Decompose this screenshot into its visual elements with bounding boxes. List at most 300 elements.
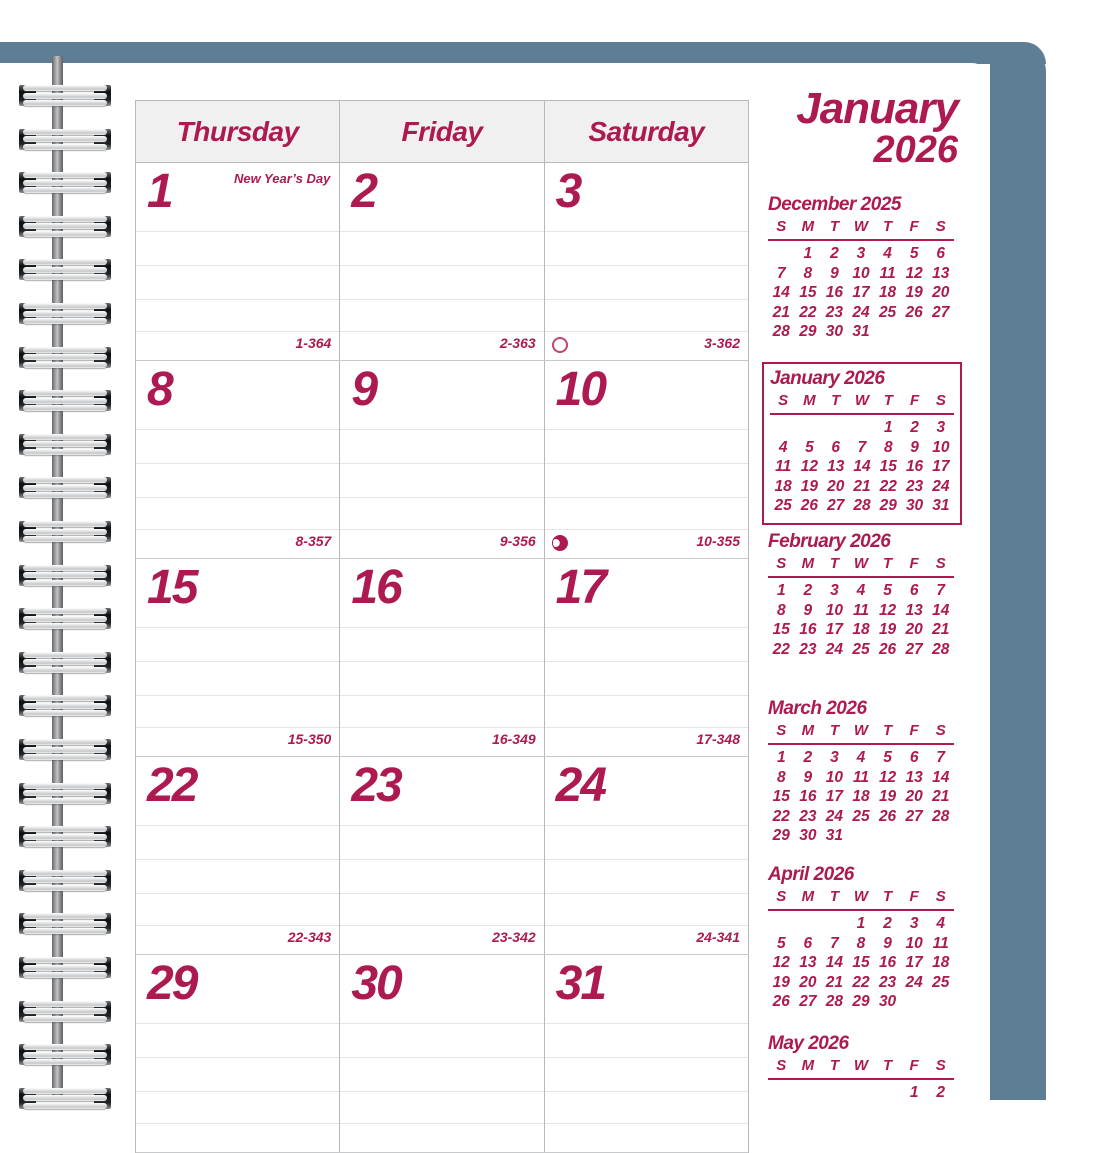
binding-coil xyxy=(19,869,111,893)
day-cell xyxy=(136,757,340,954)
mini-day-letter: M xyxy=(801,555,815,572)
mini-day-number: 18 xyxy=(878,284,897,301)
mini-day-number: 5 xyxy=(776,934,786,952)
mini-day-number: 19 xyxy=(772,973,790,991)
coil-wire xyxy=(23,972,107,978)
mini-day-number: 8 xyxy=(776,768,786,786)
day-of-year-label: 10-355 xyxy=(696,533,740,549)
mini-day-number: 7 xyxy=(776,264,786,282)
mini-day-number: 8 xyxy=(776,601,786,619)
mini-day-number: 23 xyxy=(799,807,817,825)
mini-day-number: 7 xyxy=(857,438,867,456)
writing-line xyxy=(545,727,748,728)
mini-day-number: 21 xyxy=(825,973,844,991)
coil-wire xyxy=(23,362,107,368)
writing-line xyxy=(545,1057,748,1058)
writing-line xyxy=(545,463,748,464)
writing-line xyxy=(136,1123,339,1124)
mini-day-letter: T xyxy=(829,555,839,572)
mini-day-number: 29 xyxy=(799,323,817,340)
mini-day-number: 8 xyxy=(883,438,893,456)
mini-day-letter: T xyxy=(882,722,893,739)
mini-day-number: 27 xyxy=(799,993,817,1010)
date-number: 29 xyxy=(147,957,197,1010)
day-of-year-label: 24-341 xyxy=(696,929,740,945)
mini-calendar-title: December 2025 xyxy=(768,194,901,215)
binding-coil xyxy=(19,302,111,326)
mini-day-number: 10 xyxy=(825,601,844,619)
binding-coil xyxy=(19,1087,111,1111)
mini-day-number: 21 xyxy=(853,477,871,495)
coil-wire xyxy=(23,216,107,222)
mini-day-number: 3 xyxy=(830,582,839,599)
mini-day-number: 25 xyxy=(932,973,950,991)
binding-coil xyxy=(19,84,111,108)
writing-line xyxy=(136,1057,339,1058)
mini-day-letter: F xyxy=(909,1057,919,1074)
mini-day-letters xyxy=(768,219,954,241)
mini-day-number: 29 xyxy=(772,827,790,844)
writing-line xyxy=(340,859,543,860)
mini-day-number: 13 xyxy=(827,458,845,475)
mini-day-letter: S xyxy=(935,218,946,235)
mini-day-number: 8 xyxy=(803,264,813,282)
mini-day-number: 2 xyxy=(830,245,839,262)
mini-week-row xyxy=(768,264,954,284)
mini-calendar-title: March 2026 xyxy=(768,698,867,719)
mini-day-number: 30 xyxy=(878,993,897,1010)
mini-day-number: 16 xyxy=(825,284,844,301)
date-number: 16 xyxy=(351,561,401,614)
mini-day-number: 9 xyxy=(803,601,813,619)
mini-day-number: 17 xyxy=(825,788,844,805)
mini-day-number: 18 xyxy=(852,621,870,638)
coil-wire xyxy=(23,536,107,542)
day-cell xyxy=(545,757,748,954)
coil-wire xyxy=(23,667,107,673)
mini-day-number: 23 xyxy=(799,640,817,658)
mini-calendar-title: April 2026 xyxy=(768,864,854,885)
weekday-header: Friday xyxy=(340,101,544,162)
mini-calendar-title: May 2026 xyxy=(768,1033,849,1054)
mini-day-number: 27 xyxy=(905,807,923,825)
mini-week-row xyxy=(768,768,954,788)
coil-wire xyxy=(23,441,107,447)
mini-day-letter: S xyxy=(935,1057,946,1074)
mini-day-number: 3 xyxy=(909,915,919,932)
binding-coil xyxy=(19,956,111,980)
mini-day-number: 5 xyxy=(883,582,892,599)
mini-day-letter: T xyxy=(882,218,893,235)
writing-line xyxy=(545,695,748,696)
writing-line xyxy=(545,265,748,266)
mini-day-number: 3 xyxy=(830,749,839,766)
mini-day-number: 1 xyxy=(803,245,813,262)
mini-day-number: 22 xyxy=(772,807,790,825)
mini-day-number: 15 xyxy=(772,788,790,805)
mini-day-number: 4 xyxy=(856,749,866,766)
mini-day-number: 8 xyxy=(856,934,866,952)
mini-day-number: 28 xyxy=(932,640,950,658)
mini-day-number: 10 xyxy=(825,768,844,786)
binding-coil xyxy=(19,564,111,588)
last-quarter-moon-icon xyxy=(552,535,568,551)
writing-line xyxy=(545,231,748,232)
mini-day-number: 11 xyxy=(775,458,792,475)
writing-line xyxy=(340,529,543,530)
day-cell xyxy=(340,955,544,1152)
binding-coil xyxy=(19,782,111,806)
mini-day-number: 26 xyxy=(800,497,819,514)
mini-day-number: 14 xyxy=(853,458,871,475)
mini-day-letter: S xyxy=(776,722,787,739)
mini-day-number: 13 xyxy=(799,954,817,971)
mini-day-number: 2 xyxy=(803,749,813,766)
writing-line xyxy=(340,265,543,266)
binding-coil xyxy=(19,694,111,718)
mini-day-letter: T xyxy=(831,392,841,409)
day-cell xyxy=(545,559,748,756)
week-row xyxy=(136,955,748,1153)
mini-day-number: 11 xyxy=(852,768,870,786)
mini-day-number: 5 xyxy=(883,749,892,766)
mini-day-number: 10 xyxy=(852,264,870,282)
mini-day-number: 27 xyxy=(905,640,923,658)
mini-day-number: 21 xyxy=(772,303,790,321)
mini-day-number: 15 xyxy=(799,284,817,301)
mini-day-number: 12 xyxy=(878,601,897,619)
mini-day-number: 10 xyxy=(932,438,950,456)
date-number: 22 xyxy=(147,759,197,812)
mini-day-letters xyxy=(770,393,954,415)
mini-day-letters xyxy=(768,889,954,911)
writing-line xyxy=(340,463,543,464)
mini-week-row xyxy=(768,748,954,768)
full-moon-moon-icon xyxy=(552,337,568,353)
mini-day-number: 11 xyxy=(932,934,949,952)
day-cell xyxy=(340,163,544,360)
mini-day-number: 15 xyxy=(879,458,897,475)
mini-day-number: 30 xyxy=(825,323,844,340)
day-cell xyxy=(340,559,544,756)
mini-day-number: 20 xyxy=(905,788,923,805)
date-number: 30 xyxy=(351,957,401,1010)
binding-coil xyxy=(19,1043,111,1067)
mini-day-letter: S xyxy=(935,888,946,905)
mini-day-number: 28 xyxy=(825,993,844,1010)
mini-day-number: 29 xyxy=(852,993,870,1010)
coil-wire xyxy=(23,1008,107,1014)
mini-week-row xyxy=(768,581,954,601)
mini-day-letter: F xyxy=(909,722,919,739)
mini-week-row xyxy=(770,496,954,516)
mini-day-letter: T xyxy=(883,392,893,409)
mini-day-letter: S xyxy=(778,392,789,409)
mini-day-number: 4 xyxy=(883,245,892,262)
writing-line xyxy=(340,231,543,232)
mini-day-number: 25 xyxy=(878,303,897,321)
mini-day-number: 29 xyxy=(879,497,897,514)
mini-day-letter: T xyxy=(882,888,893,905)
writing-line xyxy=(136,529,339,530)
writing-line xyxy=(545,497,748,498)
mini-day-number: 15 xyxy=(772,621,790,638)
weekday-header: Saturday xyxy=(588,115,705,147)
coil-wire xyxy=(23,354,107,360)
mini-day-number: 9 xyxy=(830,264,839,282)
binding-coil xyxy=(19,389,111,413)
mini-day-number: 4 xyxy=(778,438,788,456)
mini-day-letter: F xyxy=(909,392,920,409)
mini-day-number: 21 xyxy=(932,621,950,638)
mini-day-number: 24 xyxy=(825,640,844,658)
coil-wire xyxy=(23,616,107,622)
date-number: 8 xyxy=(147,363,172,416)
coil-wire xyxy=(23,754,107,760)
mini-week-row xyxy=(770,418,954,438)
mini-week-row xyxy=(768,914,954,934)
mini-week-row xyxy=(770,438,954,458)
mini-day-number: 23 xyxy=(878,973,897,991)
coil-wire xyxy=(23,180,107,186)
mini-day-number: 7 xyxy=(936,582,946,599)
weekday-header-row xyxy=(135,100,749,163)
mini-week-row xyxy=(768,601,954,621)
writing-line xyxy=(136,627,339,628)
mini-week-row xyxy=(768,620,954,640)
writing-line xyxy=(136,695,339,696)
coil-wire xyxy=(23,877,107,883)
mini-day-letter: T xyxy=(829,722,839,739)
mini-day-number: 2 xyxy=(883,915,892,932)
coil-wire xyxy=(23,1016,107,1022)
coil-wire xyxy=(23,1095,107,1101)
mini-day-number: 28 xyxy=(932,807,950,825)
coil-wire xyxy=(23,93,107,99)
mini-day-number: 31 xyxy=(932,497,950,514)
coil-wire xyxy=(23,434,107,440)
mini-day-number: 17 xyxy=(905,954,923,971)
coil-wire xyxy=(23,449,107,455)
mini-day-letter: S xyxy=(776,218,787,235)
coil-wire xyxy=(23,318,107,324)
mini-day-letter: T xyxy=(882,1057,893,1074)
binding-coil xyxy=(19,128,111,152)
coil-wire xyxy=(23,1001,107,1007)
writing-line xyxy=(136,497,339,498)
coil-wire xyxy=(23,529,107,535)
mini-day-number: 16 xyxy=(905,458,924,475)
mini-day-number: 6 xyxy=(831,438,841,456)
coil-wire xyxy=(23,477,107,483)
coil-wire xyxy=(23,841,107,847)
mini-day-number: 25 xyxy=(852,640,870,658)
coil-wire xyxy=(23,100,107,106)
coil-wire xyxy=(23,129,107,135)
mini-week-row xyxy=(768,787,954,807)
coil-wire xyxy=(23,798,107,804)
mini-day-number: 11 xyxy=(879,264,896,282)
mini-day-letter: T xyxy=(829,218,839,235)
writing-line xyxy=(340,627,543,628)
mini-day-number: 17 xyxy=(932,458,950,475)
mini-day-number: 18 xyxy=(852,788,870,805)
writing-line xyxy=(136,727,339,728)
coil-wire xyxy=(23,311,107,317)
coil-wire xyxy=(23,492,107,498)
day-cell xyxy=(340,361,544,558)
binding-coil xyxy=(19,607,111,631)
writing-line xyxy=(340,661,543,662)
mini-day-number: 26 xyxy=(878,640,897,658)
coil-wire xyxy=(23,485,107,491)
coil-wire xyxy=(23,870,107,876)
mini-day-number: 19 xyxy=(905,284,923,301)
coil-wire xyxy=(23,572,107,578)
coil-wire xyxy=(23,85,107,91)
mini-day-letter: M xyxy=(801,1057,815,1074)
mini-day-number: 13 xyxy=(932,264,950,282)
coil-wire xyxy=(23,790,107,796)
writing-line xyxy=(545,925,748,926)
day-cell xyxy=(545,955,748,1152)
coil-wire xyxy=(23,398,107,404)
mini-day-number: 26 xyxy=(878,807,897,825)
coil-wire xyxy=(23,928,107,934)
coil-wire xyxy=(23,710,107,716)
writing-line xyxy=(545,1091,748,1092)
mini-calendar xyxy=(768,698,954,846)
coil-wire xyxy=(23,1059,107,1065)
mini-day-number: 25 xyxy=(774,497,792,514)
mini-day-number: 1 xyxy=(856,915,866,932)
coil-wire xyxy=(23,267,107,273)
week-row xyxy=(136,559,748,757)
binding-coil xyxy=(19,738,111,762)
page-title-month: January xyxy=(796,84,958,133)
mini-day-number: 1 xyxy=(909,1084,919,1101)
coil-wire xyxy=(23,1088,107,1094)
mini-day-number: 12 xyxy=(800,458,819,475)
mini-day-number: 17 xyxy=(852,284,870,301)
coil-wire xyxy=(23,1103,107,1109)
writing-line xyxy=(136,925,339,926)
day-cell xyxy=(136,361,340,558)
mini-week-row xyxy=(768,303,954,323)
day-cell xyxy=(136,559,340,756)
coil-wire xyxy=(23,703,107,709)
mini-day-number: 14 xyxy=(932,601,950,619)
mini-week-row xyxy=(768,973,954,993)
coil-wire xyxy=(23,259,107,265)
mini-day-number: 16 xyxy=(878,954,897,971)
mini-day-number: 24 xyxy=(852,303,870,321)
holiday-label: New Year’s Day xyxy=(233,171,331,186)
date-number: 24 xyxy=(555,759,606,812)
mini-day-number: 28 xyxy=(772,323,790,340)
coil-wire xyxy=(23,623,107,629)
writing-line xyxy=(340,331,543,332)
binding-coil xyxy=(19,433,111,457)
mini-day-number: 19 xyxy=(800,477,819,495)
date-number: 3 xyxy=(555,165,581,218)
mini-day-letter: S xyxy=(935,555,946,572)
mini-day-letter: S xyxy=(935,722,946,739)
month-grid xyxy=(135,100,749,1153)
writing-line xyxy=(340,1023,543,1024)
mini-day-letter: M xyxy=(801,722,815,739)
mini-day-letter: T xyxy=(882,555,893,572)
mini-calendar xyxy=(768,194,954,342)
coil-wire xyxy=(23,957,107,963)
writing-line xyxy=(545,1123,748,1124)
date-number: 10 xyxy=(555,363,606,416)
writing-line xyxy=(136,661,339,662)
coil-wire xyxy=(23,390,107,396)
writing-line xyxy=(545,529,748,530)
mini-week-row xyxy=(770,477,954,497)
coil-wire xyxy=(23,274,107,280)
coil-wire xyxy=(23,1052,107,1058)
coil-wire xyxy=(23,921,107,927)
cover-top-edge xyxy=(0,42,1046,64)
binding-coil xyxy=(19,215,111,239)
mini-day-letter: S xyxy=(776,1057,787,1074)
coil-wire xyxy=(23,303,107,309)
mini-day-letter: W xyxy=(853,555,869,572)
day-of-year-label: 3-362 xyxy=(704,335,740,351)
mini-day-number: 4 xyxy=(936,915,946,932)
binding-coil xyxy=(19,520,111,544)
coil-wire xyxy=(23,695,107,701)
mini-day-number: 27 xyxy=(932,303,950,321)
mini-day-number: 26 xyxy=(905,303,923,321)
mini-day-number: 22 xyxy=(799,303,817,321)
mini-day-number: 21 xyxy=(932,788,950,805)
mini-week-row xyxy=(768,992,954,1012)
writing-line xyxy=(136,299,339,300)
writing-line xyxy=(340,1057,543,1058)
binding-coil xyxy=(19,258,111,282)
mini-day-number: 20 xyxy=(799,973,817,991)
mini-day-letter: M xyxy=(801,888,815,905)
day-of-year-label: 9-356 xyxy=(499,533,536,549)
mini-day-number: 4 xyxy=(856,582,866,599)
mini-week-row xyxy=(768,283,954,303)
coil-wire xyxy=(23,747,107,753)
weeks-container xyxy=(135,163,749,1153)
mini-day-number: 28 xyxy=(853,497,871,514)
writing-line xyxy=(340,893,543,894)
day-cell xyxy=(136,163,340,360)
mini-day-number: 1 xyxy=(776,582,786,599)
writing-line xyxy=(340,497,543,498)
coil-wire xyxy=(23,144,107,150)
mini-calendar-title: February 2026 xyxy=(768,531,891,552)
mini-day-letter: S xyxy=(776,555,787,572)
coil-wire xyxy=(23,608,107,614)
coil-wire xyxy=(23,521,107,527)
binding-coil xyxy=(19,476,111,500)
mini-day-letter: M xyxy=(801,218,815,235)
mini-day-number: 30 xyxy=(905,497,924,514)
mini-day-letters xyxy=(768,723,954,745)
day-cell xyxy=(136,955,340,1152)
mini-day-number: 24 xyxy=(825,807,844,825)
day-of-year-label: 1-364 xyxy=(295,335,332,351)
mini-day-number: 13 xyxy=(905,768,923,786)
mini-day-number: 2 xyxy=(803,582,813,599)
